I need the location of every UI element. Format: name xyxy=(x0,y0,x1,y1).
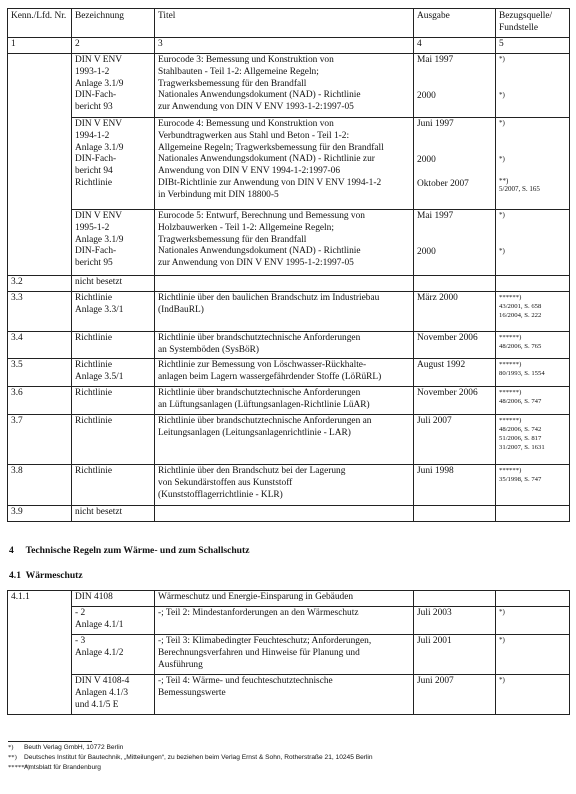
header-titel: Titel xyxy=(155,9,414,38)
table-row xyxy=(8,674,570,714)
cell-ausgabe: Juli 2003 xyxy=(414,606,496,634)
cell-nr: 3.9 xyxy=(8,506,72,522)
cell-bezeichnung: Richtlinie xyxy=(72,415,155,465)
table-row xyxy=(8,506,570,522)
cell-fundstelle: *) *) xyxy=(496,209,570,275)
cell-bezeichnung: Richtlinie xyxy=(72,465,155,506)
table-row xyxy=(8,359,570,387)
cell-fundstelle: *) *) xyxy=(496,53,570,117)
cell-ausgabe: Juni 1997 2000 Oktober 2007 xyxy=(414,117,496,209)
cell-bezeichnung: - 3 Anlage 4.1/2 xyxy=(72,634,155,674)
cell-ausgabe: März 2000 xyxy=(414,291,496,331)
cell-titel: -; Teil 4: Wärme- und feuchteschutztechnische Bemessungswerte xyxy=(155,674,414,714)
cell-bezeichnung: nicht besetzt xyxy=(72,275,155,291)
table-row xyxy=(8,331,570,359)
cell-bezeichnung: DIN V 4108-4 Anlagen 4.1/3 und 4.1/5 E xyxy=(72,674,155,714)
cell-titel xyxy=(155,275,414,291)
cell-nr xyxy=(8,53,72,275)
table-row xyxy=(8,291,570,331)
cell-bezeichnung: DIN V ENV 1995-1-2 Anlage 3.1/9 DIN-Fach- bericht 95 xyxy=(72,209,155,275)
section-heading-4: 4 Technische Regeln zum Wärme- und zum Schallschutz xyxy=(9,545,250,556)
cell-bezeichnung: - 2 Anlage 4.1/1 xyxy=(72,606,155,634)
cell-fundstelle: ******) 48/2006, S. 765 xyxy=(496,331,570,359)
cell-titel: Richtlinie über brandschutztechnische Anforderungen an Lüftungsanlagen (Lüftungsanlagen-Richtlinie LüAR) xyxy=(155,387,414,415)
cell-fundstelle: *) xyxy=(496,674,570,714)
regulations-table xyxy=(7,8,570,522)
cell-titel: Richtlinie zur Bemessung von Löschwasser-Rückhalte- anlagen beim Lagern wassergefährdender Stoffe (LöRüRL) xyxy=(155,359,414,387)
cell-fundstelle: ******) 35/1998, S. 747 xyxy=(496,465,570,506)
cell-fundstelle: ******) 80/1993, S. 1554 xyxy=(496,359,570,387)
table-row xyxy=(8,275,570,291)
cell-nr: 3.3 xyxy=(8,291,72,331)
cell-titel xyxy=(155,506,414,522)
cell-titel: Richtlinie über den Brandschutz bei der Lagerung von Sekundärstoffen aus Kunststoff (Kunststofflagerrichtlinie - KLR) xyxy=(155,465,414,506)
cell-bezeichnung: Richtlinie Anlage 3.3/1 xyxy=(72,291,155,331)
section-heading-4-1: 4.1 Wärmeschutz xyxy=(9,570,83,581)
cell-nr: 3.2 xyxy=(8,275,72,291)
cell-nr: 3.8 xyxy=(8,465,72,506)
cell-titel: -; Teil 2: Mindestanforderungen an den Wärmeschutz xyxy=(155,606,414,634)
table-row xyxy=(8,117,570,209)
cell-ausgabe: Juli 2001 xyxy=(414,634,496,674)
cell-fundstelle: ******) 48/2006, S. 747 xyxy=(496,387,570,415)
col-number: 4 xyxy=(414,37,496,53)
cell-nr: 3.6 xyxy=(8,387,72,415)
waermeschutz-table xyxy=(7,590,570,715)
cell-nr: 3.4 xyxy=(8,331,72,359)
cell-ausgabe xyxy=(414,506,496,522)
cell-bezeichnung: DIN V ENV 1994-1-2 Anlage 3.1/9 DIN-Fach- bericht 94 Richtlinie xyxy=(72,117,155,209)
cell-bezeichnung: DIN 4108 xyxy=(72,591,155,607)
table-row xyxy=(8,209,570,275)
header-ausgabe: Ausgabe xyxy=(414,9,496,38)
cell-titel: Wärmeschutz und Energie-Einsparung in Gebäuden xyxy=(155,591,414,607)
cell-fundstelle: *) xyxy=(496,634,570,674)
cell-bezeichnung: DIN V ENV 1993-1-2 Anlage 3.1/9 DIN-Fach- bericht 93 xyxy=(72,53,155,117)
table-header-row xyxy=(8,9,570,38)
footnote-separator xyxy=(8,741,92,742)
cell-ausgabe: Juni 2007 xyxy=(414,674,496,714)
cell-fundstelle: ******) 48/2006, S. 742 51/2006, S. 817 31/2007, S. 1631 xyxy=(496,415,570,465)
footnote: *) Beuth Verlag GmbH, 10772 Berlin xyxy=(8,744,124,751)
table-row xyxy=(8,415,570,465)
cell-fundstelle xyxy=(496,591,570,607)
header-bezeichnung: Bezeichnung xyxy=(72,9,155,38)
cell-fundstelle: *) *) **) 5/2007, S. 165 xyxy=(496,117,570,209)
footnote: **) Deutsches Institut für Bautechnik, „Mitteilungen“, zu beziehen beim Verlag Ernst & Sohn, Rotherstraße 21, 10245 Berlin xyxy=(8,754,373,761)
table-row xyxy=(8,387,570,415)
cell-bezeichnung: Richtlinie xyxy=(72,387,155,415)
col-number: 1 xyxy=(8,37,72,53)
cell-ausgabe xyxy=(414,275,496,291)
cell-bezeichnung: Richtlinie Anlage 3.5/1 xyxy=(72,359,155,387)
cell-titel: Eurocode 5: Entwurf, Berechnung und Bemessung von Holzbauwerken - Teil 1-2: Allgemeine Regeln; Tragwerksbemessung für den Brandfall Nationales Anwendungsdokument (NAD) - Richtlinie zur Anwendung von DIN V ENV 1995-1-2:1997-05 xyxy=(155,209,414,275)
cell-nr: 3.5 xyxy=(8,359,72,387)
cell-ausgabe: November 2006 xyxy=(414,331,496,359)
cell-ausgabe: Juli 2007 xyxy=(414,415,496,465)
cell-bezeichnung: nicht besetzt xyxy=(72,506,155,522)
cell-ausgabe: August 1992 xyxy=(414,359,496,387)
table-row xyxy=(8,53,570,117)
header-bezugsquelle: Bezugsquelle/ Fundstelle xyxy=(496,9,570,38)
col-number: 5 xyxy=(496,37,570,53)
cell-bezeichnung: Richtlinie xyxy=(72,331,155,359)
cell-titel: Eurocode 4: Bemessung und Konstruktion von Verbundtragwerken aus Stahl und Beton - Teil 1-2: Allgemeine Regeln; Tragwerksbemessung für den Brandfall Nationales Anwendungsdokument (NAD) - Richtlinie zur Anwendung von DIN V ENV 1994-1-2:1997-06 DIBt-Richtlinie zur Anwendung von DIN V ENV 1994-1-2 in Verbindung mit DIN 18800-5 xyxy=(155,117,414,209)
cell-titel: -; Teil 3: Klimabedingter Feuchteschutz; Anforderungen, Berechnungsverfahren und Hinweise für Planung und Ausführung xyxy=(155,634,414,674)
cell-ausgabe: Mai 1997 2000 xyxy=(414,209,496,275)
cell-ausgabe: Mai 1997 2000 xyxy=(414,53,496,117)
table-row xyxy=(8,634,570,674)
col-number: 3 xyxy=(155,37,414,53)
cell-titel: Richtlinie über brandschutztechnische Anforderungen an Leitungsanlagen (Leitungsanlagenrichtlinie - LAR) xyxy=(155,415,414,465)
cell-ausgabe xyxy=(414,591,496,607)
cell-titel: Richtlinie über brandschutztechnische Anforderungen an Systemböden (SysBöR) xyxy=(155,331,414,359)
col-number: 2 xyxy=(72,37,155,53)
cell-fundstelle: *) xyxy=(496,606,570,634)
column-number-row xyxy=(8,37,570,53)
cell-fundstelle xyxy=(496,506,570,522)
cell-ausgabe: November 2006 xyxy=(414,387,496,415)
cell-nr: 3.7 xyxy=(8,415,72,465)
cell-titel: Richtlinie über den baulichen Brandschutz im Industriebau (IndBauRL) xyxy=(155,291,414,331)
footnote: ******)Amtsblatt für Brandenburg xyxy=(8,764,101,771)
cell-titel: Eurocode 3: Bemessung und Konstruktion von Stahlbauten - Teil 1-2: Allgemeine Regeln; Tragwerksbemessung für den Brandfall Nationales Anwendungsdokument (NAD) - Richtlinie zur Anwendung von DIN V ENV 1993-1-2:1997-05 xyxy=(155,53,414,117)
table-row xyxy=(8,591,570,607)
table-row xyxy=(8,606,570,634)
cell-fundstelle: ******) 43/2001, S. 658 16/2004, S. 222 xyxy=(496,291,570,331)
cell-ausgabe: Juni 1998 xyxy=(414,465,496,506)
table-row xyxy=(8,465,570,506)
cell-nr: 4.1.1 xyxy=(8,591,72,715)
header-kenn: Kenn./Lfd. Nr. xyxy=(8,9,72,38)
cell-fundstelle xyxy=(496,275,570,291)
